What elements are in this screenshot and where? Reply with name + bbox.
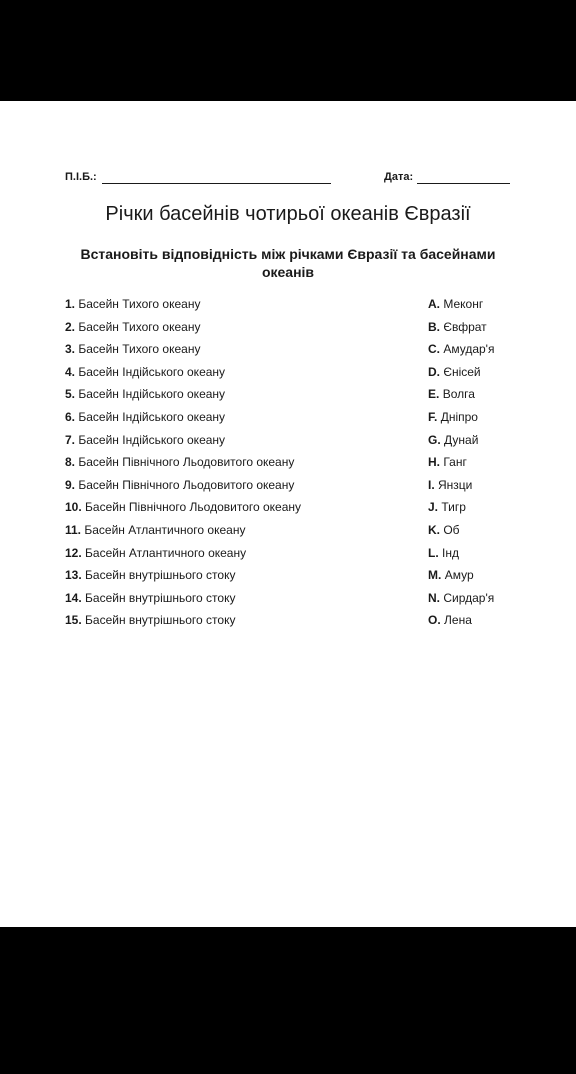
river-letter: N. bbox=[428, 590, 440, 605]
basin-item bbox=[65, 546, 246, 560]
basin-number: 8. bbox=[65, 455, 76, 470]
list-item bbox=[0, 591, 576, 614]
basin-number: 7. bbox=[65, 432, 76, 447]
basin-number: 10. bbox=[65, 500, 82, 515]
list-item bbox=[0, 433, 576, 456]
list-item bbox=[0, 342, 576, 365]
basin-item bbox=[65, 320, 200, 334]
basin-text: Басейн внутрішнього стоку bbox=[85, 613, 236, 628]
matching-list bbox=[0, 297, 576, 636]
basin-number: 6. bbox=[65, 409, 76, 424]
river-letter: L. bbox=[428, 545, 439, 560]
river-letter: O. bbox=[428, 613, 441, 628]
river-item bbox=[428, 320, 487, 334]
river-text: Інд bbox=[442, 545, 459, 560]
river-letter: B. bbox=[428, 319, 440, 334]
list-item bbox=[0, 546, 576, 569]
list-item bbox=[0, 568, 576, 591]
river-text: Янзци bbox=[438, 477, 473, 492]
basin-number: 4. bbox=[65, 364, 76, 379]
basin-text: Басейн Північного Льодовитого океану bbox=[78, 455, 295, 470]
basin-number: 12. bbox=[65, 545, 82, 560]
river-letter: M. bbox=[428, 568, 442, 583]
basin-number: 3. bbox=[65, 342, 76, 357]
river-text: Євфрат bbox=[443, 319, 487, 334]
river-text: Амур bbox=[444, 568, 474, 583]
page-title: Річки басейнів чотирьої океанів Євразії bbox=[105, 203, 471, 225]
river-text: Лена bbox=[444, 613, 472, 628]
basin-number: 13. bbox=[65, 568, 82, 583]
date-label: Дата: bbox=[384, 171, 414, 183]
basin-text: Басейн Індійського океану bbox=[78, 409, 226, 424]
basin-number: 14. bbox=[65, 590, 82, 605]
river-item bbox=[428, 410, 478, 424]
list-item bbox=[0, 523, 576, 546]
basin-item bbox=[65, 455, 294, 469]
basin-text: Басейн Індійського океану bbox=[78, 432, 226, 447]
list-item bbox=[0, 297, 576, 320]
river-letter: H. bbox=[428, 455, 440, 470]
basin-text: Басейн Тихого океану bbox=[78, 297, 201, 311]
river-letter: A. bbox=[428, 297, 440, 311]
basin-item bbox=[65, 591, 235, 605]
river-text: Тигр bbox=[441, 500, 466, 515]
worksheet-page bbox=[0, 101, 576, 927]
basin-text: Басейн Тихого океану bbox=[78, 342, 201, 357]
basin-text: Басейн внутрішнього стоку bbox=[85, 568, 236, 583]
basin-text: Басейн Північного Льодовитого океану bbox=[85, 500, 302, 515]
list-item bbox=[0, 455, 576, 478]
basin-item bbox=[65, 568, 235, 582]
river-letter: G. bbox=[428, 432, 441, 447]
basin-item bbox=[65, 478, 294, 492]
river-text: Волга bbox=[442, 387, 475, 402]
river-text: Дунай bbox=[444, 432, 479, 447]
basin-item bbox=[65, 365, 225, 379]
river-text: Сирдар'я bbox=[443, 590, 495, 605]
river-letter: K. bbox=[428, 522, 440, 537]
list-item bbox=[0, 500, 576, 523]
river-item bbox=[428, 523, 460, 537]
river-letter: J. bbox=[428, 500, 439, 515]
pib-blank-line bbox=[102, 183, 331, 184]
river-item bbox=[428, 546, 459, 560]
header-row bbox=[0, 171, 576, 187]
pib-label: П.І.Б.: bbox=[65, 171, 97, 183]
river-item bbox=[428, 500, 466, 514]
list-item bbox=[0, 320, 576, 343]
river-text: Ганг bbox=[443, 455, 467, 470]
basin-item bbox=[65, 342, 200, 356]
river-item bbox=[428, 478, 472, 492]
river-letter: C. bbox=[428, 342, 440, 357]
basin-text: Басейн Індійського океану bbox=[78, 364, 226, 379]
river-text: Об bbox=[443, 522, 460, 537]
river-item bbox=[428, 433, 478, 447]
river-text: Дніпро bbox=[440, 409, 478, 424]
river-letter: I. bbox=[428, 477, 435, 492]
river-text: Меконг bbox=[443, 297, 484, 311]
basin-item bbox=[65, 410, 225, 424]
basin-number: 15. bbox=[65, 613, 82, 628]
instruction-text: Встановіть відповідність між річками Євразії та басейнами океанів bbox=[80, 246, 496, 280]
river-item bbox=[428, 297, 483, 311]
basin-text: Басейн Атлантичного океану bbox=[84, 522, 246, 537]
river-item bbox=[428, 387, 475, 401]
river-item bbox=[428, 568, 474, 582]
basin-text: Басейн внутрішнього стоку bbox=[85, 590, 236, 605]
basin-text: Басейн Атлантичного океану bbox=[85, 545, 247, 560]
river-letter: D. bbox=[428, 364, 440, 379]
river-item bbox=[428, 455, 467, 469]
river-letter: E. bbox=[428, 387, 440, 402]
river-item bbox=[428, 613, 472, 627]
river-letter: F. bbox=[428, 409, 438, 424]
basin-text: Басейн Індійського океану bbox=[78, 387, 226, 402]
date-blank-line bbox=[417, 183, 510, 184]
list-item bbox=[0, 613, 576, 636]
basin-number: 9. bbox=[65, 477, 76, 492]
river-text: Амудар'я bbox=[443, 342, 495, 357]
list-item bbox=[0, 478, 576, 501]
basin-number: 5. bbox=[65, 387, 76, 402]
basin-item bbox=[65, 500, 301, 514]
basin-number: 1. bbox=[65, 297, 76, 311]
list-item bbox=[0, 365, 576, 388]
basin-number: 2. bbox=[65, 319, 76, 334]
river-item bbox=[428, 365, 481, 379]
river-text: Єнісей bbox=[443, 364, 481, 379]
basin-item bbox=[65, 297, 200, 311]
list-item bbox=[0, 410, 576, 433]
basin-number: 11. bbox=[65, 522, 82, 537]
basin-item bbox=[65, 613, 235, 627]
basin-item bbox=[65, 523, 245, 537]
river-item bbox=[428, 591, 494, 605]
basin-item bbox=[65, 387, 225, 401]
river-item bbox=[428, 342, 494, 356]
basin-text: Басейн Тихого океану bbox=[78, 319, 201, 334]
basin-text: Басейн Північного Льодовитого океану bbox=[78, 477, 295, 492]
list-item bbox=[0, 387, 576, 410]
basin-item bbox=[65, 433, 225, 447]
